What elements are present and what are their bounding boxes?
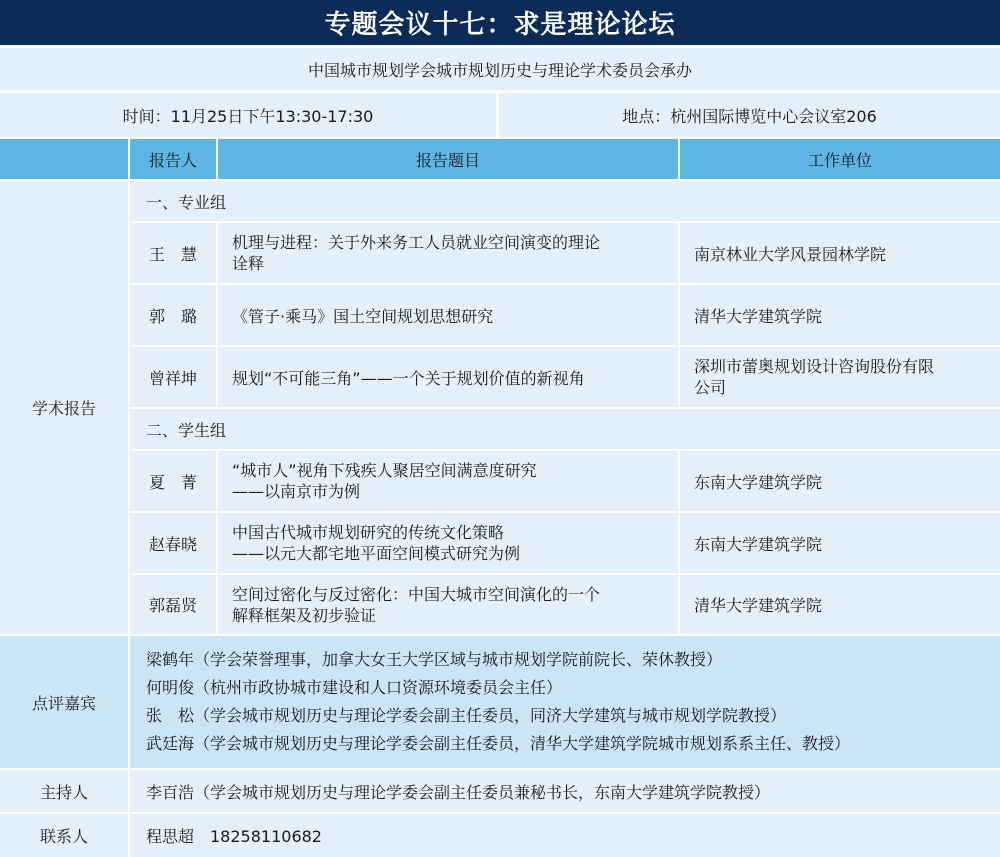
speaker-name: 郭磊贤 — [148, 596, 197, 615]
unit-line: 公司 — [694, 378, 727, 397]
header-speaker-label: 报告人 — [148, 150, 197, 170]
unit-line: 深圳市蕾奥规划设计咨询股份有限 — [694, 357, 935, 376]
header-topic-label: 报告题目 — [415, 150, 480, 170]
unit-line: 清华大学建筑学院 — [694, 596, 823, 615]
group-name: 二、学生组 — [146, 420, 227, 440]
header-blank — [0, 139, 128, 179]
reviewers-label: 点评嘉宾 — [31, 693, 96, 713]
host-text: 李百浩（学会城市规划历史与理论学委会副主任委员兼秘书长，东南大学建筑学院教授） — [146, 782, 771, 802]
topic-line: 中国古代城市规划研究的传统文化策略 — [232, 523, 505, 542]
topic-line: 《管子·乘马》国土空间规划思想研究 — [232, 306, 494, 326]
topic-line: ——以元大都宅地平面空间模式研究为例 — [232, 544, 521, 563]
header-topic — [218, 139, 678, 179]
topic-line: 规划“不可能三角”——一个关于规划价值的新视角 — [232, 368, 585, 388]
table-row-unit — [680, 451, 1000, 511]
table-row-topic — [218, 513, 678, 573]
table-row-speaker — [130, 223, 216, 283]
unit-line: 东南大学建筑学院 — [694, 472, 823, 492]
table-row-unit — [680, 347, 1000, 407]
reviewers-label-cell — [0, 636, 128, 768]
reviewer-item: 何明俊（杭州市政协城市建设和人口资源环境委员会主任） — [146, 678, 563, 697]
table-row-speaker — [130, 451, 216, 511]
header-unit — [680, 139, 1000, 179]
table-row-topic — [218, 451, 678, 511]
topic-line: 空间过密化与反过密化：中国大城市空间演化的一个 — [232, 584, 601, 604]
location-cell — [499, 93, 1000, 137]
topic-line: ——以南京市为例 — [232, 482, 361, 501]
contact-label: 联系人 — [39, 827, 88, 846]
speaker-name: 夏 菁 — [148, 472, 197, 492]
topic-line: 解释框架及初步验证 — [232, 605, 377, 625]
group-row — [130, 181, 1000, 221]
table-row-topic — [218, 285, 678, 345]
speaker-name: 曾祥坤 — [148, 368, 197, 388]
table-row-topic — [218, 575, 678, 634]
header-speaker — [130, 139, 216, 179]
reviewers-list — [130, 636, 1000, 768]
host-label-cell — [0, 770, 128, 812]
section-label: 学术报告 — [31, 399, 96, 418]
unit-line: 东南大学建筑学院 — [694, 534, 823, 554]
contact-label-cell — [0, 814, 128, 857]
unit-line: 南京林业大学风景园林学院 — [694, 244, 887, 264]
time-text: 时间：11月25日下午13:30-17:30 — [122, 106, 374, 126]
topic-line: 机理与进程：关于外来务工人员就业空间演变的理论 — [232, 233, 601, 252]
table-row-unit — [680, 223, 1000, 283]
location-text: 地点：杭州国际博览中心会议室206 — [622, 106, 877, 126]
speaker-name: 赵春晓 — [148, 534, 197, 554]
contact-cell — [130, 814, 1000, 857]
table-row-speaker — [130, 347, 216, 407]
table-row-unit — [680, 513, 1000, 573]
host-label: 主持人 — [39, 782, 88, 802]
unit-line: 清华大学建筑学院 — [694, 306, 823, 326]
table-row-topic — [218, 223, 678, 283]
section-label-cell — [0, 181, 128, 634]
page-title: 专题会议十七：求是理论论坛 — [0, 0, 1000, 45]
reviewer-item: 武廷海（学会城市规划历史与理论学委会副主任委员，清华大学建筑学院城市规划系系主任、教授） — [146, 734, 851, 753]
speaker-name: 王 慧 — [148, 244, 197, 264]
group-row — [130, 409, 1000, 449]
table-row-speaker — [130, 513, 216, 573]
table-row-unit — [680, 575, 1000, 634]
table-row-speaker — [130, 285, 216, 345]
time-cell — [0, 93, 496, 137]
host-cell — [130, 770, 1000, 812]
reviewer-item: 张 松（学会城市规划历史与理论学委会副主任委员，同济大学建筑与城市规划学院教授） — [146, 706, 787, 725]
organizer-text: 中国城市规划学会城市规划历史与理论学术委员会承办 — [307, 60, 692, 80]
speaker-name: 郭 璐 — [148, 306, 197, 326]
table-row-unit — [680, 285, 1000, 345]
header-unit-label: 工作单位 — [807, 150, 872, 170]
topic-line: 诠释 — [232, 254, 265, 273]
group-name: 一、专业组 — [146, 192, 227, 212]
contact-text: 程思超 18258110682 — [146, 827, 322, 846]
organizer-row — [0, 48, 1000, 90]
table-row-speaker — [130, 575, 216, 634]
table-row-topic — [218, 347, 678, 407]
topic-line: “城市人”视角下残疾人聚居空间满意度研究 — [232, 461, 537, 480]
reviewer-item: 梁鹤年（学会荣誉理事，加拿大女王大学区域与城市规划学院前院长、荣休教授） — [146, 650, 723, 669]
